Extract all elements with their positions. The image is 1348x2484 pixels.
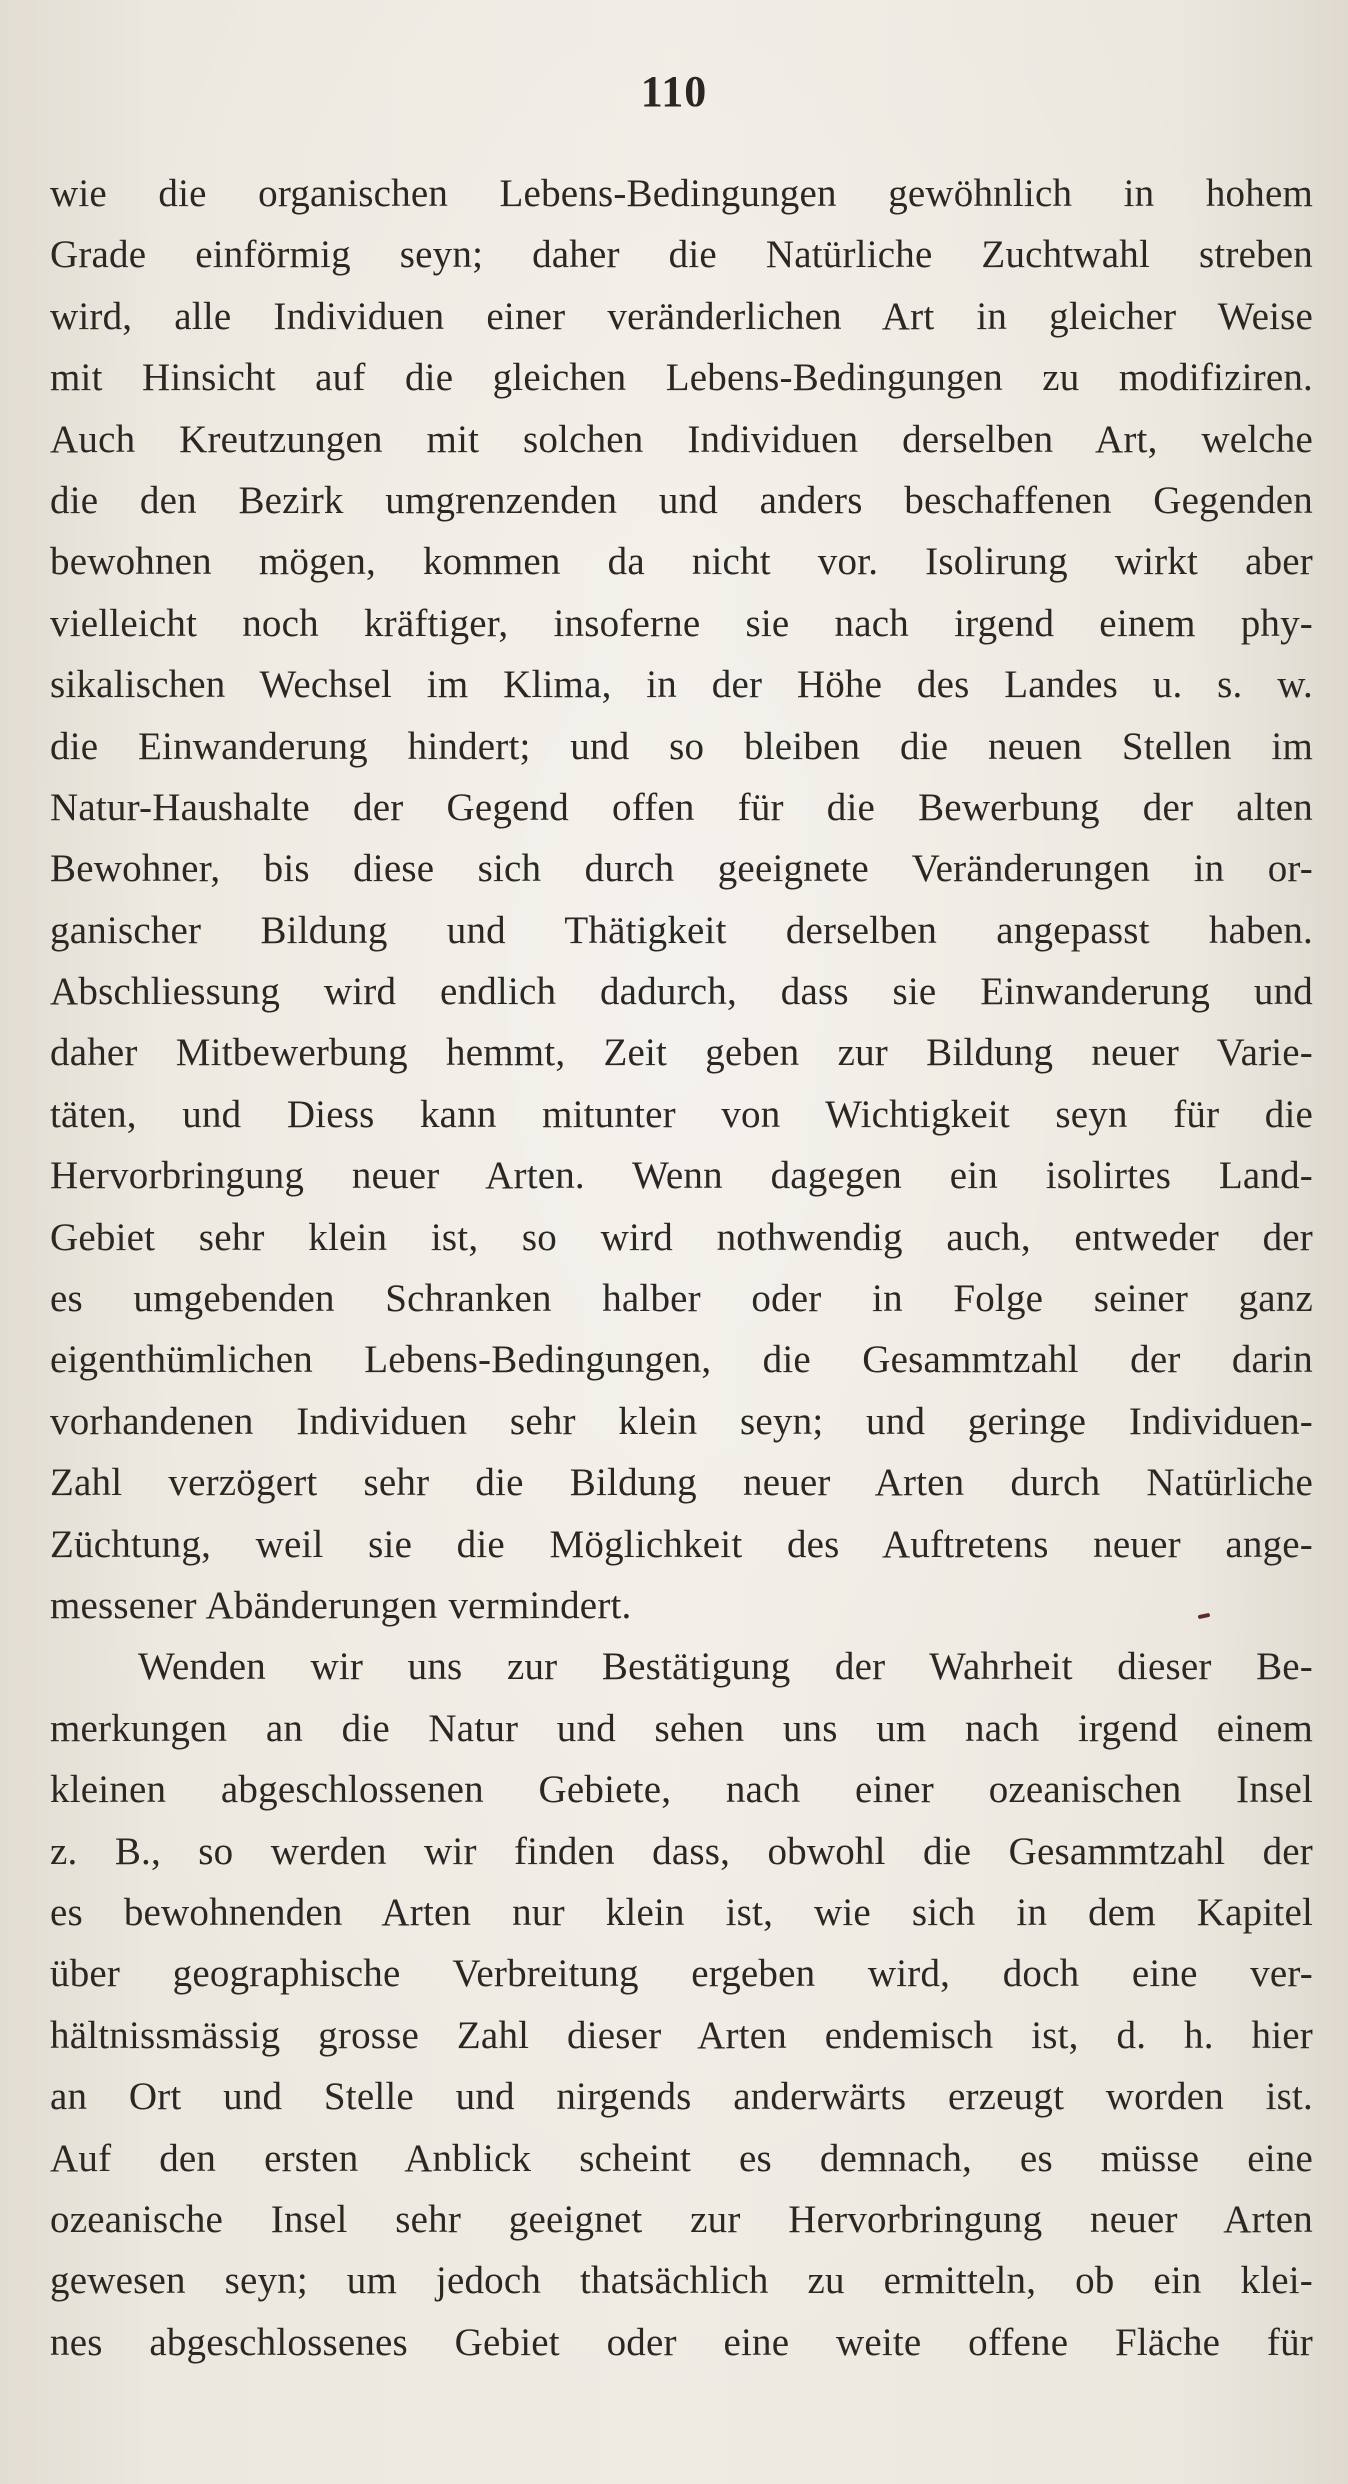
text-line: nes abgeschlossenes Gebiet oder eine weite offene Fläche für [50,2320,1313,2364]
text-line: eigenthümlichen Lebens-Bedingungen, die Gesammtzahl der darin [50,1338,1313,1382]
text-line: kleinen abgeschlossenen Gebiete, nach einer ozeanischen Insel [50,1768,1313,1812]
text-line: bewohnen mögen, kommen da nicht vor. Isolirung wirkt aber [50,540,1313,584]
page-number: 110 [640,67,708,116]
text-line: es umgebenden Schranken halber oder in Folge seiner ganz [50,1277,1313,1321]
text-line: Auch Kreutzungen mit solchen Individuen derselben Art, welche [50,417,1313,461]
text-line: Gebiet sehr klein ist, so wird nothwendig auch, entweder der [50,1215,1313,1259]
text-line: Hervorbringung neuer Arten. Wenn dagegen ein isolirtes Land- [50,1154,1313,1198]
paragraph-end-line: messener Abänderungen vermindert. [50,1583,632,1627]
text-line: sikalischen Wechsel im Klima, in der Höhe des Landes u. s. w. [50,663,1313,707]
text-line: die den Bezirk umgrenzenden und anders beschaffenen Gegenden [50,478,1313,522]
text-line: Natur-Haushalte der Gegend offen für die Bewerbung der alten [50,785,1313,829]
text-line: wie die organischen Lebens-Bedingungen gewöhnlich in hohem [50,172,1313,215]
text-line: vorhandenen Individuen sehr klein seyn; und geringe Individuen- [50,1399,1313,1443]
text-line: die Einwanderung hindert; und so bleiben die neuen Stellen im [50,724,1313,768]
text-line: gewesen seyn; um jedoch thatsächlich zu ermitteln, ob ein klei- [50,2259,1313,2303]
text-line: vielleicht noch kräftiger, insoferne sie nach irgend einem phy- [50,601,1313,645]
text-line: merkungen an die Natur und sehen uns um nach irgend einem [50,1706,1313,1750]
text-line: an Ort und Stelle und nirgends anderwärts erzeugt worden ist. [50,2075,1313,2119]
text-line: Zahl verzögert sehr die Bildung neuer Arten durch Natürliche [50,1461,1313,1505]
text-line: über geographische Verbreitung ergeben wird, doch eine ver- [50,1952,1313,1996]
paragraph-start-line: Wenden wir uns zur Bestätigung der Wahrheit dieser Be- [138,1645,1313,1689]
text-line: z. B., so werden wir finden dass, obwohl die Gesammtzahl der [50,1829,1313,1873]
text-line: daher Mitbewerbung hemmt, Zeit geben zur Bildung neuer Varie- [50,1031,1313,1075]
text-line: Auf den ersten Anblick scheint es demnach, es müsse eine [50,2136,1313,2180]
body-text [50,163,1313,2373]
text-line: täten, und Diess kann mitunter von Wichtigkeit seyn für die [50,1092,1313,1136]
text-line: Züchtung, weil sie die Möglichkeit des Auftretens neuer ange- [50,1522,1313,1566]
text-line: Bewohner, bis diese sich durch geeignete Veränderungen in or- [50,847,1313,891]
text-line: ozeanische Insel sehr geeignet zur Hervorbringung neuer Arten [50,2197,1313,2241]
text-line: hältnissmässig grosse Zahl dieser Arten endemisch ist, d. h. hier [50,2013,1313,2057]
text-line: ganischer Bildung und Thätigkeit derselben angepasst haben. [50,908,1313,952]
text-line: es bewohnenden Arten nur klein ist, wie sich in dem Kapitel [50,1890,1313,1934]
text-line: wird, alle Individuen einer veränderlichen Art in gleicher Weise [50,294,1313,338]
text-line: mit Hinsicht auf die gleichen Lebens-Bedingungen zu modifiziren. [50,356,1313,400]
text-line: Abschliessung wird endlich dadurch, dass sie Einwanderung und [50,970,1313,1014]
text-line: Grade einförmig seyn; daher die Natürliche Zuchtwahl streben [50,233,1313,277]
